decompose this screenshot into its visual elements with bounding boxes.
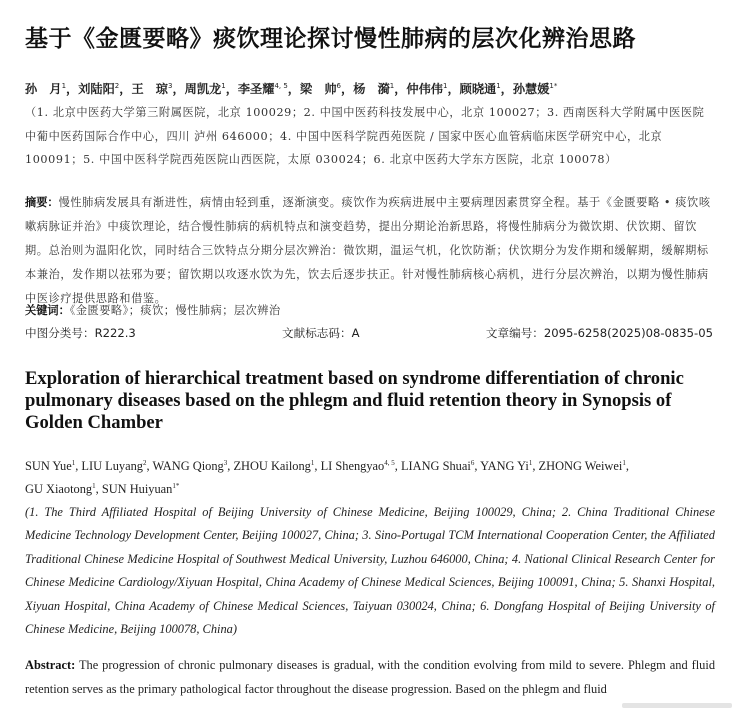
clc-number: 中图分类号：R222.3 bbox=[25, 326, 136, 340]
author-name: WANG Qiong bbox=[152, 459, 224, 473]
author bbox=[300, 82, 341, 96]
author-name: SUN Huiyuan bbox=[101, 482, 173, 496]
author-affiliation-marker: 1 bbox=[221, 81, 226, 90]
author bbox=[131, 82, 172, 96]
author bbox=[78, 82, 119, 96]
author bbox=[233, 459, 314, 473]
author bbox=[401, 459, 474, 473]
chinese-keywords-label: 关键词： bbox=[25, 304, 70, 317]
author-name: LIANG Shuai bbox=[400, 459, 471, 473]
author bbox=[25, 82, 66, 96]
author-affiliation-marker: 1 bbox=[310, 458, 315, 467]
author-affiliation-marker: 1 bbox=[92, 481, 96, 490]
chinese-abstract bbox=[25, 191, 715, 311]
author-name: ZHOU Kailong bbox=[233, 459, 311, 473]
author-name: LIU Luyang bbox=[81, 459, 143, 473]
author bbox=[480, 459, 532, 473]
author-name: 刘陆阳 bbox=[78, 82, 115, 96]
author-affiliation-marker: 4, 5 bbox=[274, 81, 288, 90]
author-name: YANG Yi bbox=[480, 459, 529, 473]
author bbox=[539, 459, 626, 473]
author bbox=[238, 82, 288, 96]
author-name: 梁 帅 bbox=[299, 82, 337, 96]
chinese-title: 基于《金匮要略》痰饮理论探讨慢性肺病的层次化辨治思路 bbox=[25, 26, 636, 52]
english-affiliations: (1. The Third Affiliated Hospital of Beijing University of Chinese Medicine, Beijing 100029, China; 2. China Traditional Chinese Medicine Technology Development Center, Beijing 100027, China; 3. Sino-Portugal TCM International Cooperation Center, the Affiliated Traditional Chinese Medicine Hospital of Southwest Medical University, Luzhou 646000, China; 4. National Clinical Research Center for Chinese Medicine Cardiology/Xiyuan Hospital, China Academy of Chinese Medical Sciences, Beijing 100091, China; 5. Shanxi Hospital, Xiyuan Hospital, China Academy of Chinese Medical Sciences, Taiyuan 030024, China; 6. Dongfang Hospital of Beijing University of Chinese Medicine, Beijing 100078, China) bbox=[25, 505, 715, 637]
chinese-keywords bbox=[25, 302, 281, 318]
english-abstract-label: Abstract: bbox=[25, 658, 76, 672]
english-title: Exploration of hierarchical treatment based on syndrome differentiation of chronic pulmonary diseases based on the phlegm and fluid retention theory in Synopsis of Golden Chamber bbox=[25, 368, 684, 433]
author bbox=[185, 82, 226, 96]
author-affiliation-marker: 6 bbox=[336, 81, 342, 90]
author-name: 孙 月 bbox=[25, 82, 62, 96]
author-name: SUN Yue bbox=[25, 459, 72, 473]
author-name: 杨 漪 bbox=[353, 82, 390, 96]
author bbox=[25, 482, 96, 496]
article-number: 文章编号：2095-6258(2025)08-0835-05 bbox=[485, 326, 713, 340]
author-name: 李圣耀 bbox=[237, 82, 275, 96]
chinese-keywords-text: 《金匮要略》；痰饮；慢性肺病；层次辨治 bbox=[69, 304, 281, 317]
author-name: 仲伟伟 bbox=[406, 82, 443, 96]
chinese-author-list: 孙 月$^1$，刘陆阳$^2$，王 琼$^3$，周凯龙$^1$，李圣耀$^{4, 5}$，梁 帅$^6$，杨 漪$^1$，仲伟伟$^1$，顾晓通$^1$，孙慧媛$^{1*}$ bbox=[25, 81, 558, 96]
author bbox=[152, 459, 227, 473]
author bbox=[25, 459, 75, 473]
author-affiliation-marker: 1 bbox=[622, 458, 626, 467]
author-affiliation-marker: 2 bbox=[114, 81, 120, 90]
author-affiliation-marker: 2 bbox=[143, 458, 147, 467]
author bbox=[406, 82, 447, 96]
author bbox=[81, 459, 146, 473]
author-name: 周凯龙 bbox=[184, 82, 222, 96]
author-affiliation-marker: 1 bbox=[389, 81, 395, 90]
author-affiliation-marker: 1 bbox=[528, 458, 533, 467]
horizontal-scrollbar[interactable] bbox=[622, 703, 732, 708]
author-affiliation-marker: 1* bbox=[172, 481, 180, 490]
author-name: 顾晓通 bbox=[459, 82, 497, 96]
author-name: LI Shengyao bbox=[320, 459, 385, 473]
author-affiliation-marker: 3 bbox=[168, 81, 173, 90]
chinese-affiliations: （1. 北京中医药大学第三附属医院，北京 100029；2. 中国中医药科技发展中心，北京 100027；3. 西南医科大学附属中医医院中葡中医药国际合作中心，四川 泸州 646000；4. 中国中医科学院西苑医院 / 国家中医心血管病临床医学研究中心，北京 100091；5. 中国中医科学院西苑医院山西医院，太原 030024；6. 北京中医药大学东方医院，北京 100078） bbox=[25, 106, 705, 166]
author-affiliation-marker: 6 bbox=[470, 458, 475, 467]
chinese-abstract-text: 慢性肺病发展具有渐进性，病情由轻到重，逐渐演变。痰饮作为疾病进展中主要病理因素贯穿全程。基于《金匮要略 • 痰饮咳嗽病脉证并治》中痰饮理论，结合慢性肺病的病机特点和演变趋势，提出分期论治新思路，将慢性肺病分为微饮期、伏饮期、留饮期。总治则为温阳化饮，同时结合三饮特点分期分层次辨治：微饮期，温运气机，化饮防渐；伏饮期分为发作期和缓解期，缓解期标本兼治，发作期以祛邪为要；留饮期以攻逐水饮为先，饮去后逐步扶正。针对慢性肺病核心病机，进行分层次辨治，以期为慢性肺病中医诊疗提供思路和借鉴。 bbox=[25, 196, 711, 305]
author bbox=[353, 82, 394, 96]
author-affiliation-marker: 1 bbox=[71, 458, 76, 467]
author-name: 王 琼 bbox=[131, 82, 168, 96]
author-name: 孙慧媛 bbox=[512, 82, 550, 96]
author bbox=[460, 82, 501, 96]
chinese-abstract-label: 摘要： bbox=[25, 196, 59, 209]
english-abstract-text: The progression of chronic pulmonary diseases is gradual, with the condition evolving from mild to severe. Phlegm and fluid retention serves as the primary pathological factor throughout the disease progression. Based on the phlegm and fluid bbox=[25, 658, 716, 696]
document-code: 文献标志码：A bbox=[282, 326, 360, 340]
author bbox=[102, 482, 180, 496]
author-affiliation-marker: 4, 5 bbox=[384, 458, 395, 467]
author-name: GU Xiaotong bbox=[25, 482, 93, 496]
author bbox=[321, 459, 395, 473]
author-affiliation-marker: 1 bbox=[442, 81, 448, 90]
english-author-list: SUN Yue$^1$, LIU Luyang$^2$, WANG Qiong$^3$, ZHOU Kailong$^1$, LI Shengyao$^{4, 5}$, LIANG Shuai$^6$, YANG Yi$^1$, ZHONG Weiwei$^1$, GU Xiaotong$^1$, SUN Huiyuan$^{1*}$ bbox=[25, 458, 629, 496]
author-affiliation-marker: 1 bbox=[496, 81, 501, 90]
author-name: ZHONG Weiwei bbox=[538, 459, 623, 473]
author bbox=[513, 82, 558, 96]
author-affiliation-marker: 1 bbox=[61, 81, 67, 90]
author-affiliation-marker: 1* bbox=[549, 81, 558, 90]
english-abstract bbox=[25, 654, 715, 701]
article-meta-row bbox=[25, 325, 713, 343]
author-affiliation-marker: 3 bbox=[223, 458, 228, 467]
